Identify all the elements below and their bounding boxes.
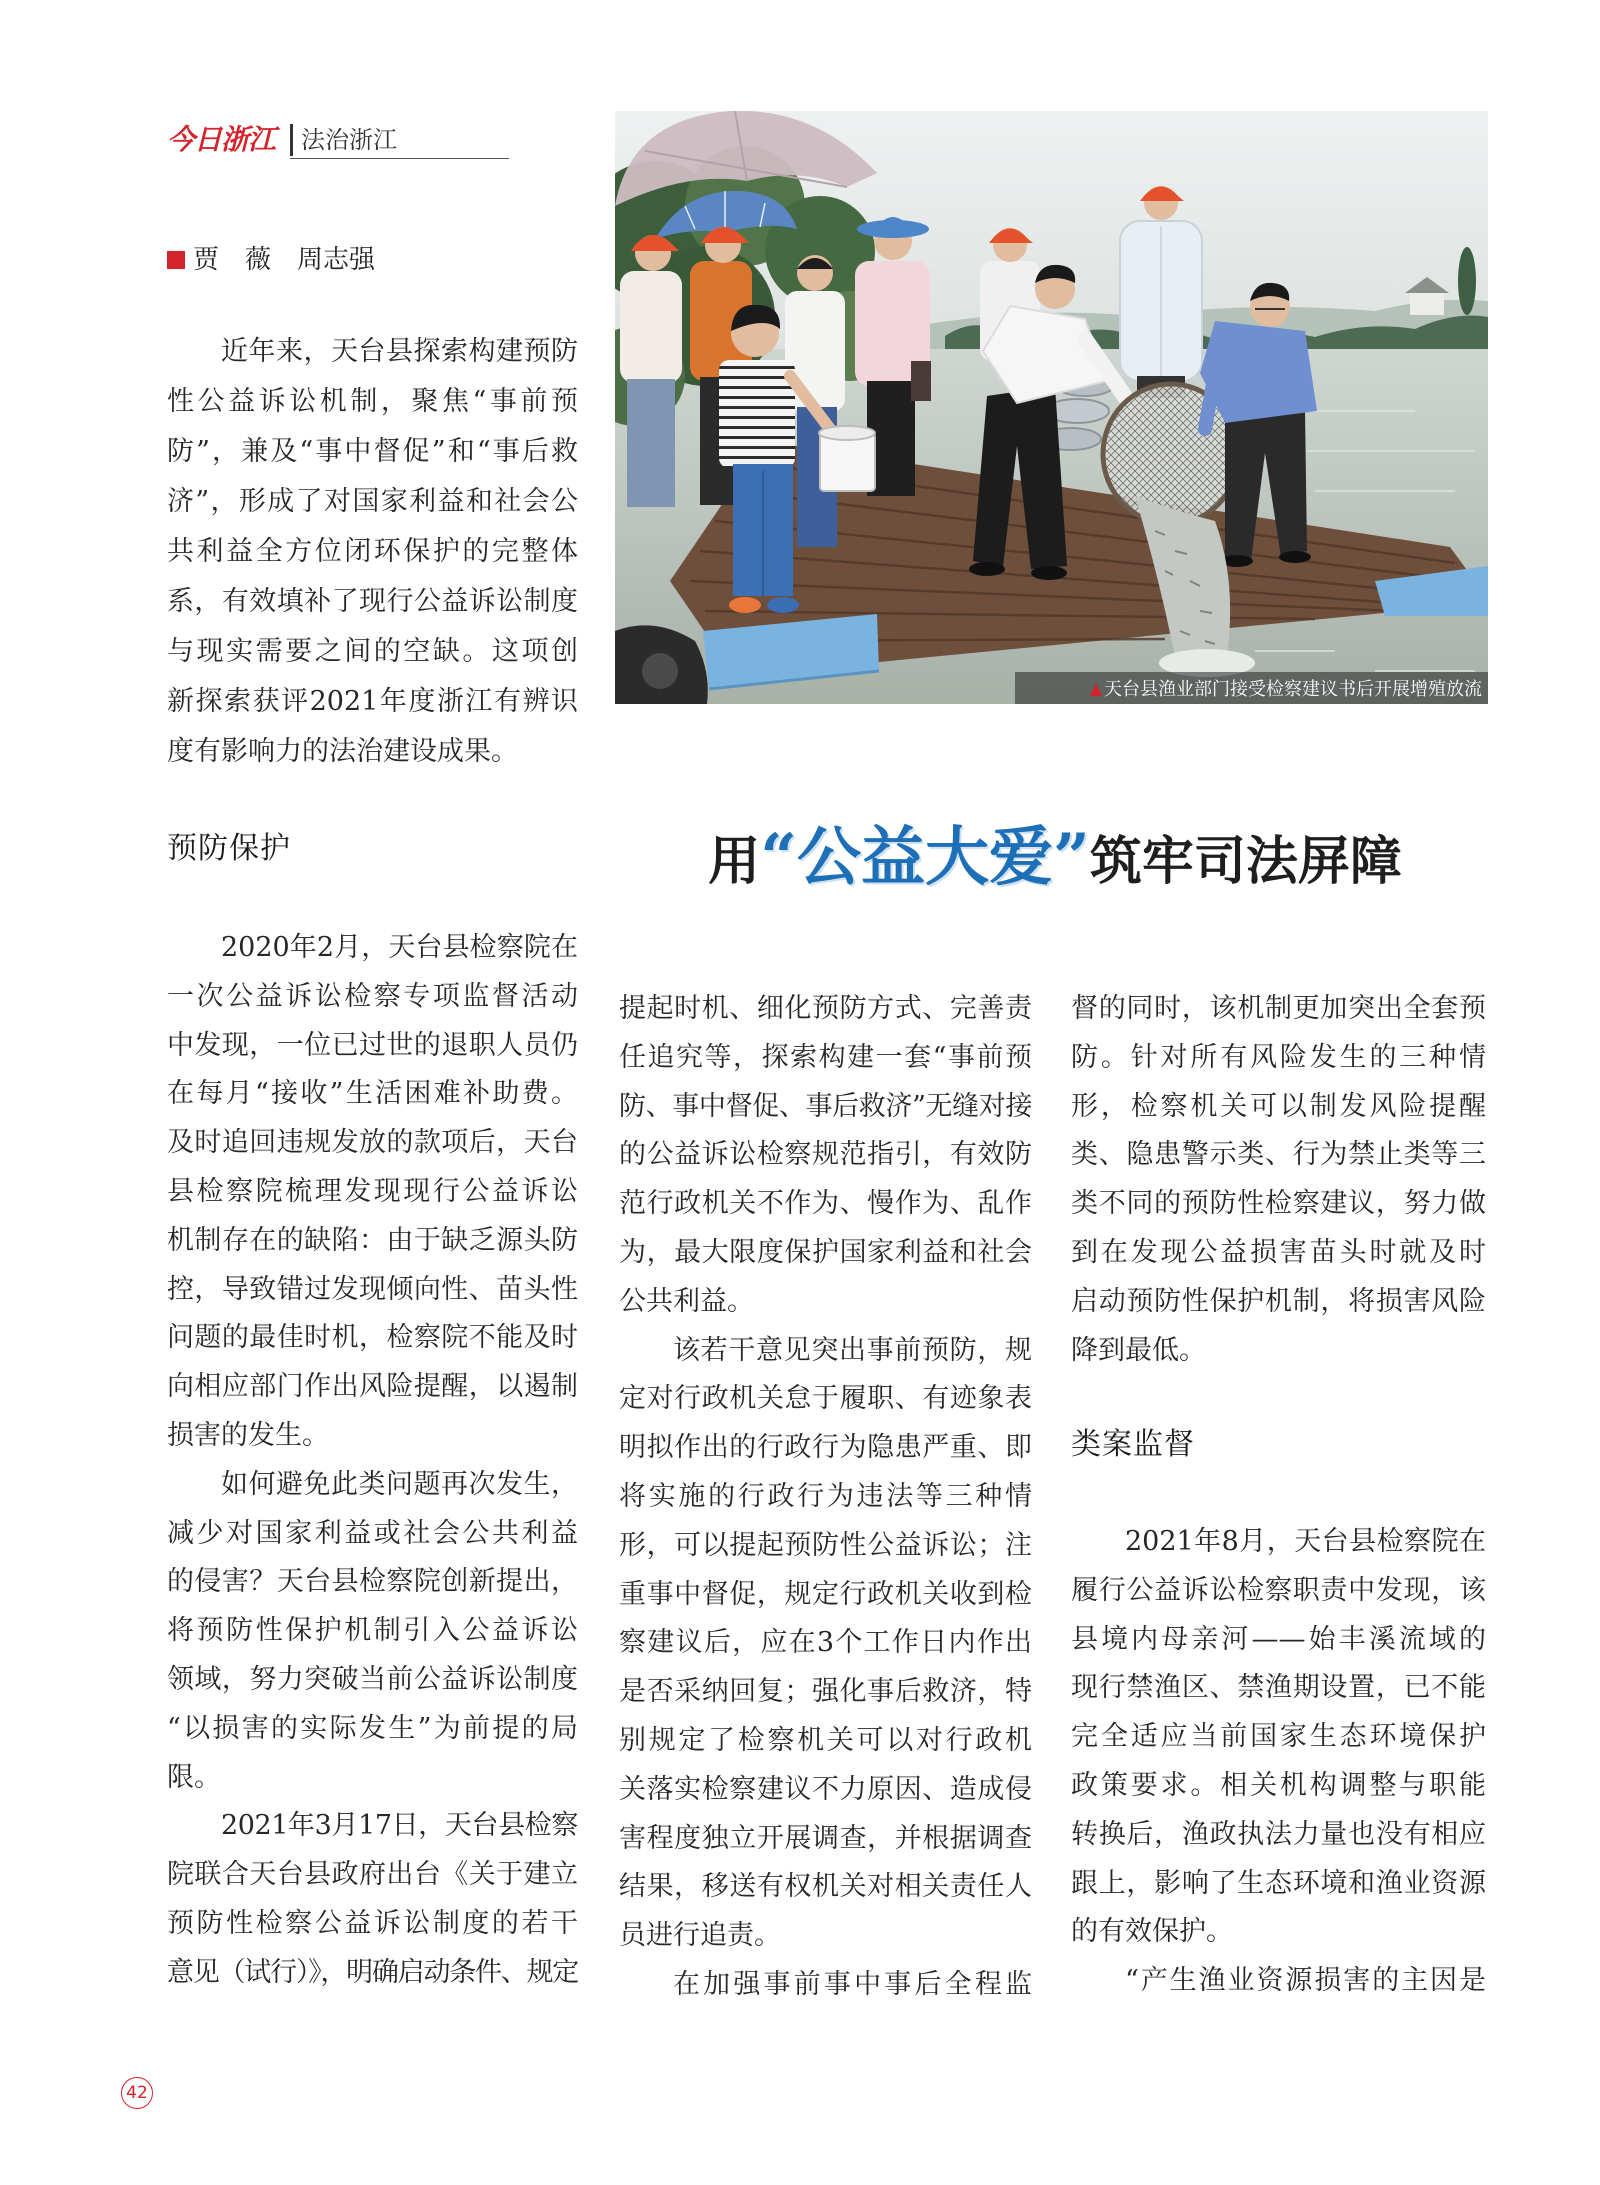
article-photo	[615, 111, 1488, 704]
text-line: 完全适应当前国家生态环境保护	[1071, 1721, 1486, 1753]
byline-authors: 贾 薇 周志强	[193, 245, 376, 275]
text-line: 明拟作出的行政行为隐患严重、即	[619, 1432, 1032, 1464]
text-line: 将预防性保护机制引入公益诉讼	[167, 1615, 578, 1647]
photo-scene	[615, 111, 1488, 704]
text-line: 害程度独立开展调查，并根据调查	[619, 1822, 1032, 1854]
paragraph	[167, 327, 578, 777]
header-rule	[290, 158, 509, 159]
text-line: 在加强事前事中事后全程监	[673, 1968, 1032, 2000]
paragraph	[619, 985, 1032, 1327]
person-woman-left	[620, 235, 682, 507]
text-line: 及时追回违规发放的款项后，天台	[167, 1127, 578, 1159]
text-line: 到在发现公益损害苗头时就及时	[1071, 1236, 1486, 1268]
text-line: 如何避免此类问题再次发生，	[221, 1468, 578, 1500]
text-line: 的有效保护。	[1071, 1916, 1233, 1948]
text-line: 一次公益诉讼检察专项监督活动	[167, 980, 578, 1012]
text-line: 为，最大限度保护国家利益和社会	[619, 1236, 1032, 1268]
text-line: 预防性检察公益诉讼制度的若干	[167, 1907, 578, 1939]
section-heading-prevention: 预防保护	[167, 831, 291, 866]
text-line: 与现实需要之间的空缺。这项创	[167, 636, 578, 667]
byline-marker-square	[167, 251, 185, 269]
text-line: 督的同时，该机制更加突出全套预	[1071, 993, 1486, 1024]
text-line: 的侵害？天台县检察院创新提出，	[167, 1566, 578, 1598]
text-line: 别规定了检察机关可以对行政机	[619, 1724, 1032, 1756]
text-line: 性公益诉讼机制，聚焦“事前预	[167, 386, 578, 417]
photo-caption	[1015, 672, 1488, 704]
text-line: 类、隐患警示类、行为禁止类等三	[1071, 1139, 1486, 1171]
title-close-quote: ”	[1053, 820, 1090, 895]
text-line: 县境内母亲河——始丰溪流域的	[1071, 1623, 1486, 1655]
text-line: 启动预防性保护机制，将损害风险	[1071, 1285, 1486, 1317]
text-line: 将实施的行政行为违法等三种情	[619, 1480, 1032, 1512]
text-line: 机制存在的缺陷：由于缺乏源头防	[167, 1224, 578, 1256]
paragraph	[619, 1961, 1032, 2010]
text-line: 的公益诉讼检察规范指引，有效防	[619, 1139, 1032, 1171]
text-line: 院联合天台县政府出台《关于建立	[167, 1859, 578, 1891]
text-line: 范行政机关不作为、慢作为、乱作	[619, 1188, 1032, 1220]
paragraph	[1071, 1957, 1486, 2006]
text-line: 向相应部门作出风险提醒，以遏制	[167, 1371, 578, 1403]
text-line: 员进行追责。	[619, 1920, 781, 1952]
paragraph	[167, 1802, 578, 1997]
column-3-top	[1071, 985, 1486, 1375]
title-prefix: 用	[708, 831, 761, 892]
text-line: 提起时机、细化预防方式、完善责	[619, 993, 1032, 1024]
text-line: 损害的发生。	[167, 1419, 329, 1451]
text-line: 定对行政机关怠于履职、有迹象表	[619, 1383, 1032, 1415]
text-line: 领域，努力突破当前公益诉讼制度	[167, 1663, 578, 1695]
text-line: 是否采纳回复；强化事后救济，特	[619, 1676, 1032, 1708]
magazine-logo: 今日浙江	[167, 123, 276, 156]
title-suffix: 筑牢司法屏障	[1089, 831, 1402, 892]
text-line: 转换后，渔政执法力量也没有相应	[1071, 1818, 1486, 1850]
column-3-bottom	[1071, 1518, 1486, 2006]
text-line: 近年来，天台县探索构建预防	[221, 336, 578, 367]
white-bucket	[819, 426, 875, 491]
text-line: 形，检察机关可以制发风险提醒	[1071, 1090, 1486, 1122]
page-number: 42	[121, 2077, 153, 2109]
intro-paragraph	[167, 327, 578, 777]
column-name: 法治浙江	[290, 124, 397, 156]
text-line: 问题的最佳时机，检察院不能及时	[167, 1322, 578, 1354]
text-line: “产生渔业资源损害的主因是	[1125, 1965, 1486, 1997]
text-line: 防、事中督促、事后救济”无缝对接	[619, 1090, 1032, 1122]
paragraph	[619, 1327, 1032, 1961]
text-line: 防”，兼及“事中督促”和“事后救	[167, 436, 578, 467]
text-line: 防。针对所有风险发生的三种情	[1071, 1041, 1486, 1073]
title-highlight: 公益大爱	[797, 820, 1053, 895]
text-line: 共利益全方位闭环保护的完整体	[167, 536, 578, 567]
text-line: 县检察院梳理发现现行公益诉讼	[167, 1175, 578, 1207]
article-title	[640, 806, 1470, 896]
text-line: 政策要求。相关机构调整与职能	[1071, 1769, 1486, 1801]
text-line: 跟上，影响了生态环境和渔业资源	[1071, 1867, 1486, 1899]
text-line: 公共利益。	[619, 1285, 754, 1317]
text-line: 系，有效填补了现行公益诉讼制度	[167, 586, 578, 617]
caption-triangle-icon: ▲	[1089, 678, 1102, 698]
text-line: 限。	[167, 1761, 221, 1793]
text-line: 减少对国家利益或社会公共利益	[167, 1517, 578, 1549]
text-line: 度有影响力的法治建设成果。	[167, 736, 518, 767]
text-line: 现行禁渔区、禁渔期设置，已不能	[1071, 1672, 1486, 1704]
text-line: 2021年8月，天台县检察院在	[1125, 1526, 1486, 1557]
text-line: 重事中督促，规定行政机关收到检	[619, 1578, 1032, 1610]
text-line: 类不同的预防性检察建议，努力做	[1071, 1188, 1486, 1220]
text-line: 在每月“接收”生活困难补助费。	[167, 1078, 578, 1110]
text-line: 结果，移送有权机关对相关责任人	[619, 1871, 1032, 1903]
byline	[167, 244, 375, 276]
text-line: 2021年3月17日，天台县检察	[221, 1810, 578, 1842]
paragraph	[167, 924, 578, 1461]
text-line: 控，导致错过发现倾向性、苗头性	[167, 1273, 578, 1305]
paragraph	[1071, 1518, 1486, 1957]
text-line: 任追究等，探索构建一套“事前预	[619, 1041, 1032, 1073]
text-line: 察建议后，应在3个工作日内作出	[619, 1627, 1032, 1659]
title-open-quote: “	[760, 820, 797, 895]
column-1	[167, 924, 578, 1998]
text-line: 关落实检察建议不力原因、造成侵	[619, 1773, 1032, 1805]
section-heading-case-supervision: 类案监督	[1071, 1427, 1195, 1462]
text-line: 降到最低。	[1071, 1334, 1206, 1366]
text-line: 意见（试行）》，明确启动条件、规定	[167, 1956, 578, 1988]
text-line: 中发现，一位已过世的退职人员仍	[167, 1029, 578, 1061]
text-line: 2020年2月，天台县检察院在	[221, 932, 578, 963]
text-line: 形，可以提起预防性公益诉讼；注	[619, 1529, 1032, 1561]
text-line: 该若干意见突出事前预防，规	[673, 1334, 1032, 1366]
paragraph	[167, 1461, 578, 1803]
text-line: 新探索获评2021年度浙江有辨识	[167, 686, 578, 717]
paragraph	[1071, 985, 1486, 1375]
text-line: 履行公益诉讼检察职责中发现，该	[1071, 1574, 1486, 1606]
caption-text: 天台县渔业部门接受检察建议书后开展增殖放流	[1104, 679, 1482, 700]
text-line: 济”，形成了对国家利益和社会公	[167, 486, 578, 517]
column-2	[619, 985, 1032, 2010]
text-line: “以损害的实际发生”为前提的局	[167, 1712, 578, 1744]
